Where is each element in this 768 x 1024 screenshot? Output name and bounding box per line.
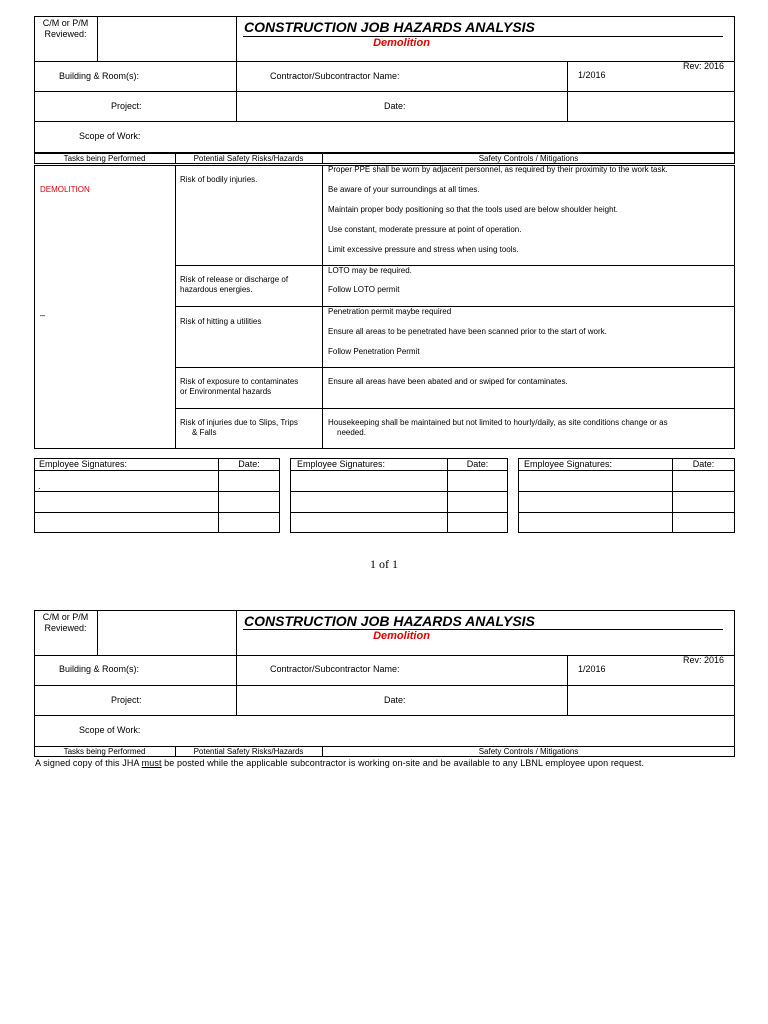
signature-field[interactable] xyxy=(291,492,446,511)
date-value: 1/2016 xyxy=(578,70,606,80)
form-subtitle: Demolition xyxy=(373,37,430,49)
rev-label: Rev: 2016 xyxy=(683,61,725,71)
building-label: Building & Room(s): xyxy=(59,664,140,674)
signature-field[interactable] xyxy=(35,471,217,490)
col-risks: Potential Safety Risks/Hazards xyxy=(193,747,304,756)
risk-text: Risk of hitting a utilities xyxy=(180,317,262,326)
reviewed-label: C/M or P/M Reviewed: xyxy=(42,612,89,633)
signature-date-field[interactable] xyxy=(219,492,279,511)
signature-date-field[interactable] xyxy=(219,513,279,532)
signature-date-field[interactable] xyxy=(448,492,507,511)
form-title: CONSTRUCTION JOB HAZARDS ANALYSIS xyxy=(244,19,535,35)
reviewed-label: C/M or P/M Reviewed: xyxy=(42,18,89,39)
risk-text: Risk of release or discharge of hazardous energies. xyxy=(180,275,289,294)
signature-date-header: Date: xyxy=(466,459,489,469)
signature-date-field[interactable] xyxy=(673,492,734,511)
scope-label: Scope of Work: xyxy=(79,131,141,141)
signature-field[interactable] xyxy=(35,492,217,511)
date-label: Date: xyxy=(384,695,406,705)
task-name: DEMOLITION xyxy=(40,185,90,194)
employee-signatures-header: Employee Signatures: xyxy=(297,459,386,469)
controls-text: LOTO may be required. Follow LOTO permit xyxy=(328,266,412,294)
signature-date-field[interactable] xyxy=(219,471,279,490)
project-label: Project: xyxy=(111,695,142,705)
signature-date-field[interactable] xyxy=(448,471,507,490)
employee-signatures-header: Employee Signatures: xyxy=(39,459,128,469)
col-tasks: Tasks being Performed xyxy=(63,154,146,163)
building-label: Building & Room(s): xyxy=(59,71,140,81)
signature-date-field[interactable] xyxy=(673,471,734,490)
signature-field[interactable] xyxy=(519,471,671,490)
signature-date-header: Date: xyxy=(692,459,715,469)
col-risks: Potential Safety Risks/Hazards xyxy=(193,154,304,163)
form-title: CONSTRUCTION JOB HAZARDS ANALYSIS xyxy=(244,613,535,629)
rev-label: Rev: 2016 xyxy=(683,655,725,665)
controls-text: Ensure all areas have been abated and or swiped for contaminates. xyxy=(328,377,568,386)
risk-text: Risk of bodily injuries. xyxy=(180,175,258,184)
form-subtitle: Demolition xyxy=(373,630,430,642)
employee-signatures-header: Employee Signatures: xyxy=(524,459,613,469)
risk-text: Risk of injuries due to Slips, Trips & Falls xyxy=(180,418,298,437)
task-dash: – xyxy=(40,310,46,320)
posting-note: A signed copy of this JHA must be posted while the applicable subcontractor is working on-site and be available to any LBNL employee upon request. xyxy=(35,758,645,768)
signature-date-field[interactable] xyxy=(448,513,507,532)
col-controls: Safety Controls / Mitigations xyxy=(478,747,579,756)
date-value: 1/2016 xyxy=(578,664,606,674)
signature-field[interactable] xyxy=(519,492,671,511)
project-label: Project: xyxy=(111,101,142,111)
signature-mark: . xyxy=(38,481,41,491)
signature-field[interactable] xyxy=(519,513,671,532)
contractor-label: Contractor/Subcontractor Name: xyxy=(270,71,400,81)
controls-text: Housekeeping shall be maintained but not limited to hourly/daily, as site conditions change or as needed. xyxy=(328,418,668,437)
signature-date-field[interactable] xyxy=(673,513,734,532)
contractor-label: Contractor/Subcontractor Name: xyxy=(270,664,400,674)
page-number: 1 of 1 xyxy=(370,557,398,571)
col-tasks: Tasks being Performed xyxy=(63,747,146,756)
date-label: Date: xyxy=(384,101,406,111)
signature-field[interactable] xyxy=(291,513,446,532)
col-controls: Safety Controls / Mitigations xyxy=(478,154,579,163)
controls-text: Penetration permit maybe required Ensure all areas to be penetrated have been scanned prior to the start of work. Follow Penetration Permit xyxy=(328,307,607,356)
risk-text: Risk of exposure to contaminates or Environmental hazards xyxy=(180,377,299,396)
controls-text: Proper PPE shall be worn by adjacent personnel, as required by their proximity to the work task. Be aware of your surroundings at all times. Maintain proper body positioning so that the tools used are below shoulder height. Use constant, moderate pressure at point of operation. Limit excessive pressure and stress when using tools. xyxy=(328,165,668,254)
signature-field[interactable] xyxy=(291,471,446,490)
signature-field[interactable] xyxy=(35,513,217,532)
scope-label: Scope of Work: xyxy=(79,725,141,735)
signature-date-header: Date: xyxy=(238,459,260,469)
